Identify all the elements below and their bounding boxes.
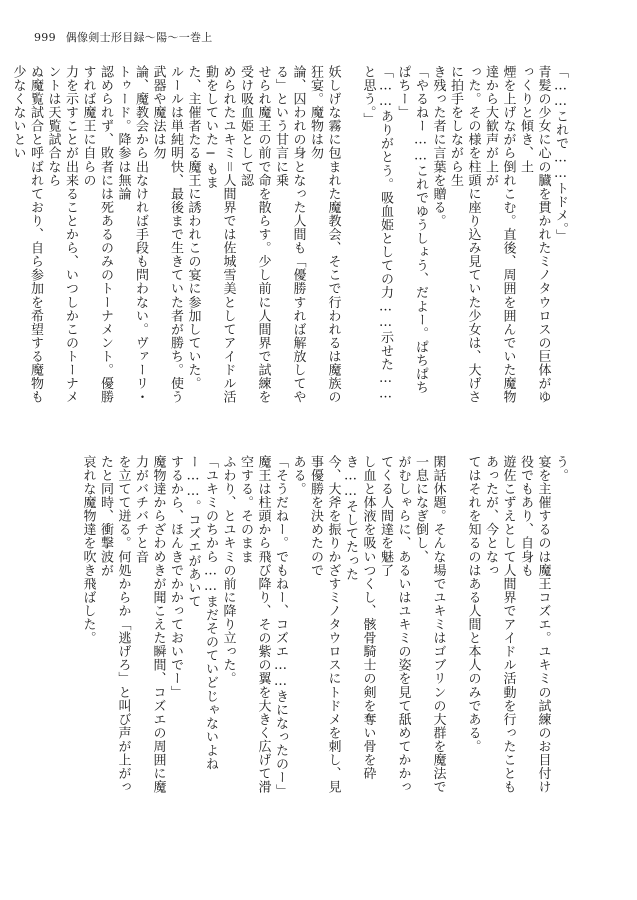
- text-line: 魔物達からざわめきが聞こえた瞬間、コズエの周囲に魔力がバチバチと音: [133, 455, 166, 794]
- text-line: 煙を上げながら倒れこむ。直後、周囲を囲んでいた魔物達から大歓声が上が: [483, 65, 516, 404]
- text-line: 論、魔教会から出なければ手段も問わない。ヴァーリ・トゥード。降参は無論: [115, 65, 148, 404]
- page-header: [34, 29, 213, 45]
- text-block-top: [10, 65, 569, 405]
- text-line: ある。: [290, 455, 306, 496]
- text-line: てはそれを知るのはある人間と本人のみである。: [465, 455, 481, 754]
- page-number: 999: [34, 31, 56, 44]
- text-line: き残った者に言葉を贈る。: [430, 65, 446, 228]
- blank-line: [342, 65, 360, 405]
- blank-line: [447, 455, 465, 795]
- text-line: 哀れな魔物達を吹き飛ばした。: [80, 455, 96, 645]
- text-line: う。: [553, 455, 568, 483]
- text-line: 力を示すことが出来ることから、いつしかこのトーナメントは天覧試合なら: [45, 65, 78, 404]
- text-line: 青髪の少女に心の臓を貫かれたミノタウロスの巨体がゆっくりと傾き、土: [518, 65, 551, 404]
- text-line: せられ魔王の前で命を散らす。少し前に人間界で試練を受け吸血姫として認: [238, 65, 271, 404]
- text-line: 「……ありがとう。吸血姫としての力……示せた……と思う。」: [360, 65, 393, 403]
- text-line: 論、囚われの身となった人間も「優勝すれば解放してやる」という甘言に乗: [273, 65, 306, 404]
- text-line: 魔王は柱頭から飛び降り、その紫の翼を大きく広げて滑空する。そのまま: [238, 455, 271, 794]
- text-line: 「そうだねー。でもねー、コズエ……きになったのー」: [273, 455, 288, 798]
- text-line: を立てて迸る。何処からか「逃げろ」と叫び声が上がったと同時、衝撃波が: [98, 455, 131, 794]
- text-line: ふわり、とユキミの前に降り立った。: [220, 455, 236, 686]
- text-line: 遊佐こずえとして人間界でアイドル活動を行ったこともあったが、今となっ: [483, 455, 516, 794]
- text-line: するから、ほんきでかかっておいでー」: [168, 455, 183, 699]
- text-block-bottom: [62, 455, 569, 798]
- text-line: 認められず、敗者には死あるのみのトーナメント。優勝すれば魔王に自らの: [80, 65, 113, 404]
- running-title: 偶像剣士形目録～陽～一巻上: [65, 31, 213, 44]
- text-line: 妖しげな霧に包まれた魔教会、そこで行われるは魔族の狂宴。魔物は勿: [308, 65, 341, 404]
- text-line: ぬ魔覧試合と呼ばれており、自ら参加を希望する魔物も少なくないとい: [10, 65, 43, 404]
- text-line: 今、大斧を振りかざすミノタウロスにトドメを刺し、見事優勝を決めたので: [308, 455, 341, 794]
- text-line: 閑話休題。そんな場でユキミはゴブリンの大群を魔法で一息になぎ倒し、: [413, 455, 446, 794]
- text-line: た、主催者たる魔王に誘われこの宴に参加していた。: [185, 65, 201, 391]
- text-line: がむしゃらに、あるいはユキミの姿を見て舐めてかかってくる人間達を魅了: [378, 455, 411, 794]
- text-line: められたユキミ＝人間界では佐城雪美としてアイドル活動をしていた─もま: [203, 65, 236, 404]
- text-line: 宴を主催するのは魔王コズエ。ユキミの試練のお目付け役でもあり、自身も: [518, 455, 551, 794]
- text-line: 「やるねー……これでゆうしょう、だよー。ぱちぱちぱちー」: [395, 65, 428, 395]
- text-line: 「ユキミのちから……まだそのていどじゃないよねー……。コズエがあいて: [185, 455, 218, 771]
- text-line: し血と体液を吸いつくし、骸骨騎士の剣を奪い骨を砕き……そしてたった: [343, 455, 376, 781]
- text-line: 「……これで……トドメ。」: [553, 65, 568, 243]
- text-line: ルールは単純明快、最後まで生きていた者が勝ち。使う武器や魔法は勿: [150, 65, 183, 404]
- text-line: った。その様を柱頭に座り込み見ていた少女は、大げさに拍手をしながら生: [448, 65, 481, 404]
